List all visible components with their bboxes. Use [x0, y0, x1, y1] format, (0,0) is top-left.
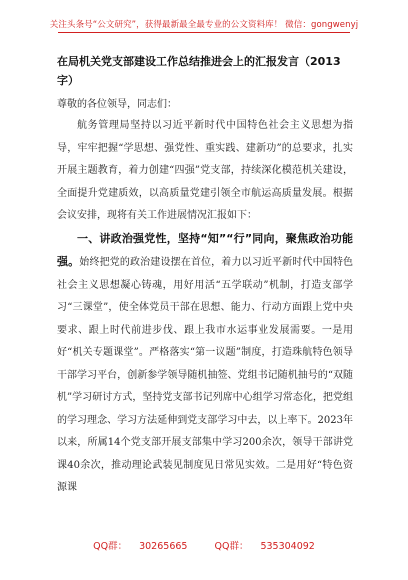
footer [0, 538, 408, 552]
header-banner: 关注头条号“公文研究”，获得最新最全最专业的公文资料库！ 微信：gongwenyj [49, 20, 359, 30]
footer-qq-label-1: QQ群： [93, 541, 128, 552]
footer-qq-2 [208, 541, 320, 552]
footer-qq-1 [87, 541, 193, 552]
footer-qq-value-2: 535304092 [260, 541, 315, 552]
section-1-heading: 一、讲政治强党性，坚持“知”“行”同向，聚焦政治功能强。 [57, 231, 353, 268]
document-body [57, 52, 353, 500]
footer-qq-label-2: QQ群： [214, 541, 249, 552]
salutation: 尊敬的各位领导，同志们： [57, 99, 177, 110]
section-1-paragraph [57, 228, 353, 500]
document-title: 在局机关党支部建设工作总结推进会上的汇报发言（2013字） [57, 55, 341, 87]
footer-qq-value-1: 30265665 [139, 541, 188, 552]
section-1-body: 始终把党的政治建设摆在首位，着力以习近平新时代中国特色社会主义思想凝心铸魂，用好用活“五学联动”机制，打造支部学习“三课堂”，使全体党员干部在思想、能力、行动方面跟上党中央要求、跟上时代前进步伐、跟上我市水运事业发展需要。一是用好“机关专题课堂”。严格落实“第一议题”制度，打造珠航特色领导干部学习平台，创新参学领导随机抽签、党组书记随机抽号的“双随机”学习研讨方式，坚持党支部书记列席中心组学习常态化，把党组的学习理念、学习方法延伸到党支部学习中去，以上率下。2023年以来，所属14个党支部开展支部集中学习200余次，领导干部讲党课40余次，推动理论武装见制度见日常见实效。二是用好“特色资源课 [57, 257, 354, 493]
header-divider [58, 32, 350, 33]
intro-paragraph: 航务管理局坚持以习近平新时代中国特色社会主义思想为指导，牢牢把握“学思想、强党性、重实践、建新功”的总要求，扎实开展主题教育，着力创建“四强”党支部，持续深化模范机关建设，全面提升党建质效，以高质量党建引领全市航运高质量发展。根据会议安排，现将有关工作进展情况汇报如下： [57, 120, 353, 221]
